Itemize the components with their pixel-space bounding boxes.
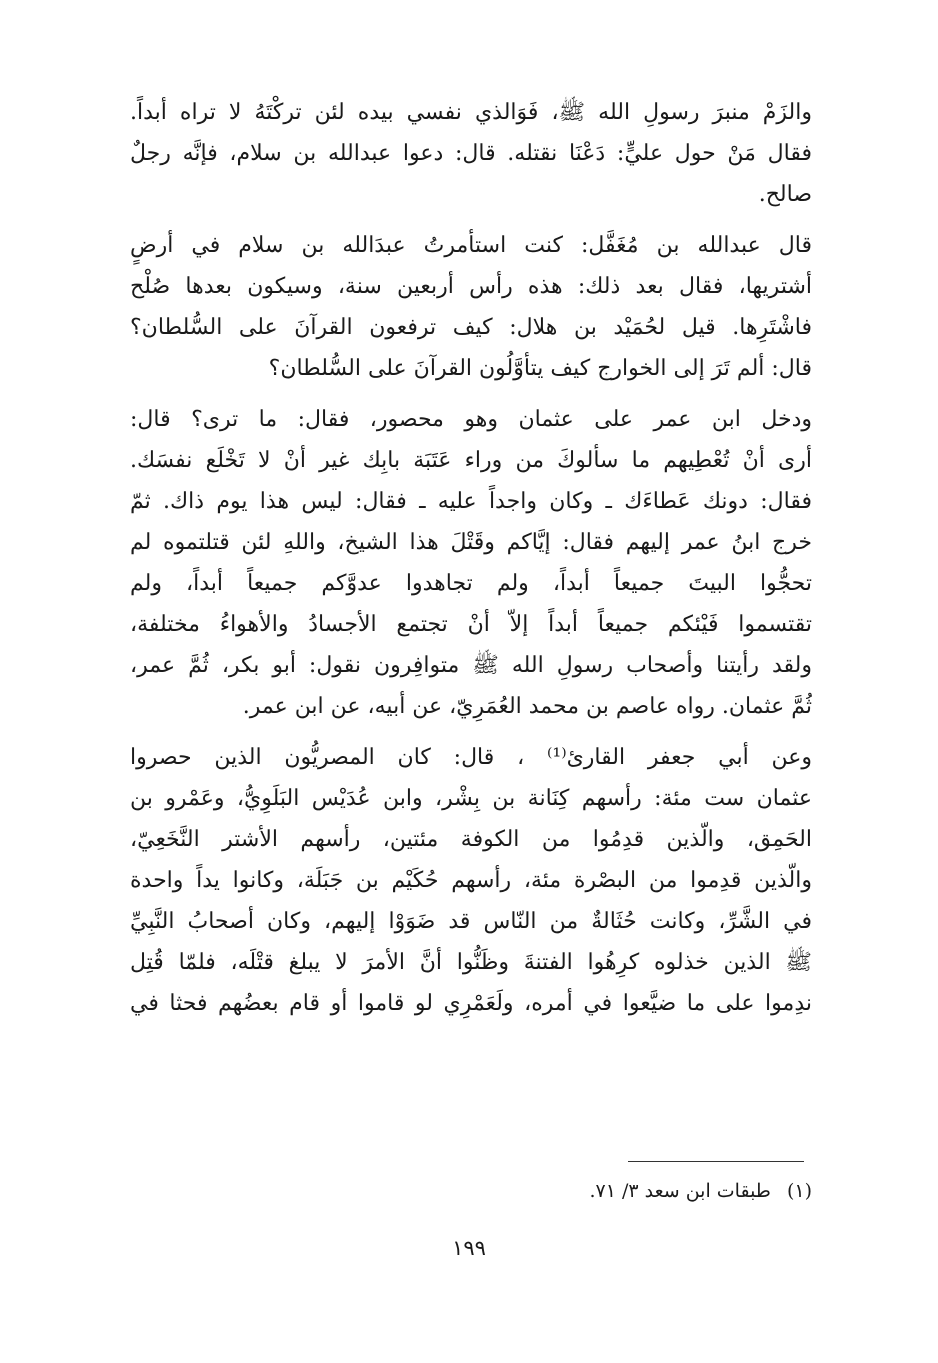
text-line: عثمان ست مئة: رأسهم كِنَانة بن بِشْر، وابن عُدَيْس البَلَوِيُّ، وعَمْرو بن [130, 786, 812, 811]
text-line: ندِموا على ما ضيَّعوا في أمره، ولَعَمْرِي لو قاموا أو قام بعضُهم فحثا في [130, 991, 812, 1016]
text-line: ودخل ابن عمر على عثمان وهو محصور، فقال: ما ترى؟ قال: [130, 407, 812, 432]
footnote-divider [628, 1161, 804, 1162]
text-line: أشتريها، فقال بعد ذلك: هذه رأس أربعين سنة، وسيكون بعدها صُلْح [130, 274, 812, 299]
text-line: صالح. [758, 182, 812, 207]
text-line: فقال مَنْ حول عليٍّ: دَعْنَا نقتله. قال: دعوا عبدالله بن سلام، فإنَّه رجلٌ [130, 141, 812, 166]
text-line: ﷺ الذين خذلوه كرِهُوا الفتنةَ وظَنُّوا أنَّ الأمرَ لا يبلغ قتْلَه، فلمّا قُتِل [130, 950, 812, 975]
text-line: أرى أنْ تُعْطِيهم ما سألوكَ من وراء عَتَبَة بابِك غير أنْ لا تَخْلَع نفسَك. [130, 448, 812, 473]
paragraph-1 [130, 92, 812, 215]
text-line: فاشْتَرِها. قيل لحُمَيْد بن هلال: كيف ترفعون القرآنَ على السُّلطان؟ [130, 315, 812, 340]
text-line: خرج ابنُ عمر إليهم فقال: إيَّاكم وقَتْلَ هذا الشيخ، واللهِ لئن قتلتموه لم [130, 530, 812, 555]
text-line: الحَمِق، والّذين قدِمُوا من الكوفة مئتين، رأسهم الأشتر النَّخَعِيّ، [130, 827, 812, 852]
footnote-number: (١) [786, 1180, 812, 1202]
text-line: تحجُّوا البيتَ جميعاً أبداً، ولم تجاهدوا عدوَّكم جميعاً أبداً، ولم [130, 571, 812, 596]
text-line: قال عبدالله بن مُغَفَّل: كنت استأمرتُ عبدَالله بن سلام في أرضٍ [130, 233, 812, 258]
text-line: تقتسموا فَيْئكم جميعاً أبداً إلاّ أنْ تجتمع الأجسادُ والأهواءُ مختلفة، [130, 612, 812, 637]
text-line: ولقد رأيتنا وأصحاب رسولِ الله ﷺ متوافِرون نقول: أبو بكر، ثُمَّ عمر، [130, 653, 812, 678]
text-line: فقال: دونك عَطاءَك ـ وكان واجداً عليه ـ فقال: ليس هذا يوم ذاك. ثمّ [130, 489, 812, 514]
footnote [412, 1176, 812, 1206]
text-line: وعن أبي جعفر القارئ⁽¹⁾ ، قال: كان المصريُّون الذين حصروا [130, 745, 812, 770]
footnote-text: طبقات ابن سعد ٣/ ٧١. [589, 1180, 771, 1202]
main-text [130, 92, 812, 1034]
text-line: في الشَّرِّ، وكانت حُثَالةٌ من النّاس قد ضَوَوْا إليهم، وكان أصحابُ النَّبِيِّ [130, 909, 812, 934]
text-line: والزَمْ منبرَ رسولِ الله ﷺ، فَوَالذي نفسي بيده لئن تركْتَهُ لا تراه أبداً. [130, 100, 812, 125]
text-line: ثُمَّ عثمان. رواه عاصم بن محمد العُمَرِيّ، عن أبيه، عن ابن عمر. [242, 694, 812, 719]
paragraph-2 [130, 225, 812, 389]
text-line: والّذين قدِموا من البصْرة مئة، رأسهم حُكَيْم بن جَبَلَة، وكانوا يداً واحدة [130, 868, 812, 893]
text-line: قال: ألم تَرَ إلى الخوارج كيف يتأوَّلُون القرآنَ على السُّلطان؟ [268, 356, 812, 381]
page-number: ١٩٩ [452, 1236, 486, 1260]
paragraph-4 [130, 737, 812, 1024]
paragraph-3 [130, 399, 812, 727]
